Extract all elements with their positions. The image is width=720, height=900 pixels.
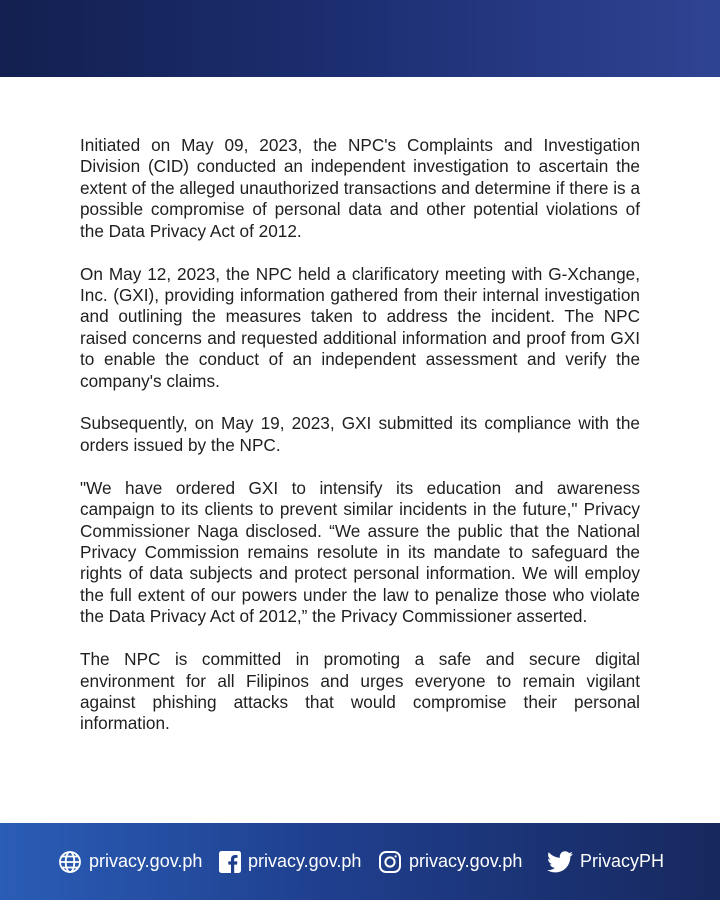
globe-icon: [58, 850, 89, 874]
paragraph-clarificatory-meeting: On May 12, 2023, the NPC held a clarificatory meeting with G-Xchange, Inc. (GXI), providing information gathered from their internal investigation and outlining the measures taken to address the incident. The NPC raised concerns and requested additional information and proof from GXI to enable the conduct of an independent assessment and verify the company's claims.: [80, 263, 640, 391]
paragraph-commissioner-quote: "We have ordered GXI to intensify its education and awareness campaign to its clients to prevent similar incidents in the future," Privacy Commissioner Naga disclosed. “We assure the public that the National Privacy Commission remains resolute in its mandate to safeguard the rights of data subjects and protect personal information. We will employ the full extent of our powers under the law to penalize those who violate the Data Privacy Act of 2012,” the Privacy Commissioner asserted.: [80, 477, 640, 627]
footer-twitter-label: PrivacyPH: [580, 851, 665, 871]
footer-instagram-label: privacy.gov.ph: [409, 851, 523, 871]
facebook-icon: [219, 851, 248, 873]
footer-band: [0, 823, 720, 900]
footer-website-label: privacy.gov.ph: [89, 851, 203, 871]
footer-website-link[interactable]: [58, 823, 202, 900]
article-body: [80, 135, 640, 756]
footer-facebook-link[interactable]: [219, 823, 361, 900]
paragraph-compliance: Subsequently, on May 19, 2023, GXI submitted its compliance with the orders issued by the NPC.: [80, 413, 640, 455]
paragraph-investigation: Initiated on May 09, 2023, the NPC's Complaints and Investigation Division (CID) conducted an independent investigation to ascertain the extent of the alleged unauthorized transactions and determine if there is a possible compromise of personal data and other potential violations of the Data Privacy Act of 2012.: [80, 135, 640, 241]
paragraph-commitment: The NPC is committed in promoting a safe and secure digital environment for all Filipinos and urges everyone to remain vigilant against phishing attacks that would compromise their personal information.: [80, 649, 640, 734]
header-band: [0, 0, 720, 77]
footer-instagram-link[interactable]: [378, 823, 522, 900]
instagram-icon: [378, 850, 409, 874]
twitter-icon: [547, 851, 580, 873]
footer-facebook-label: privacy.gov.ph: [248, 851, 362, 871]
footer-twitter-link[interactable]: [547, 823, 664, 900]
